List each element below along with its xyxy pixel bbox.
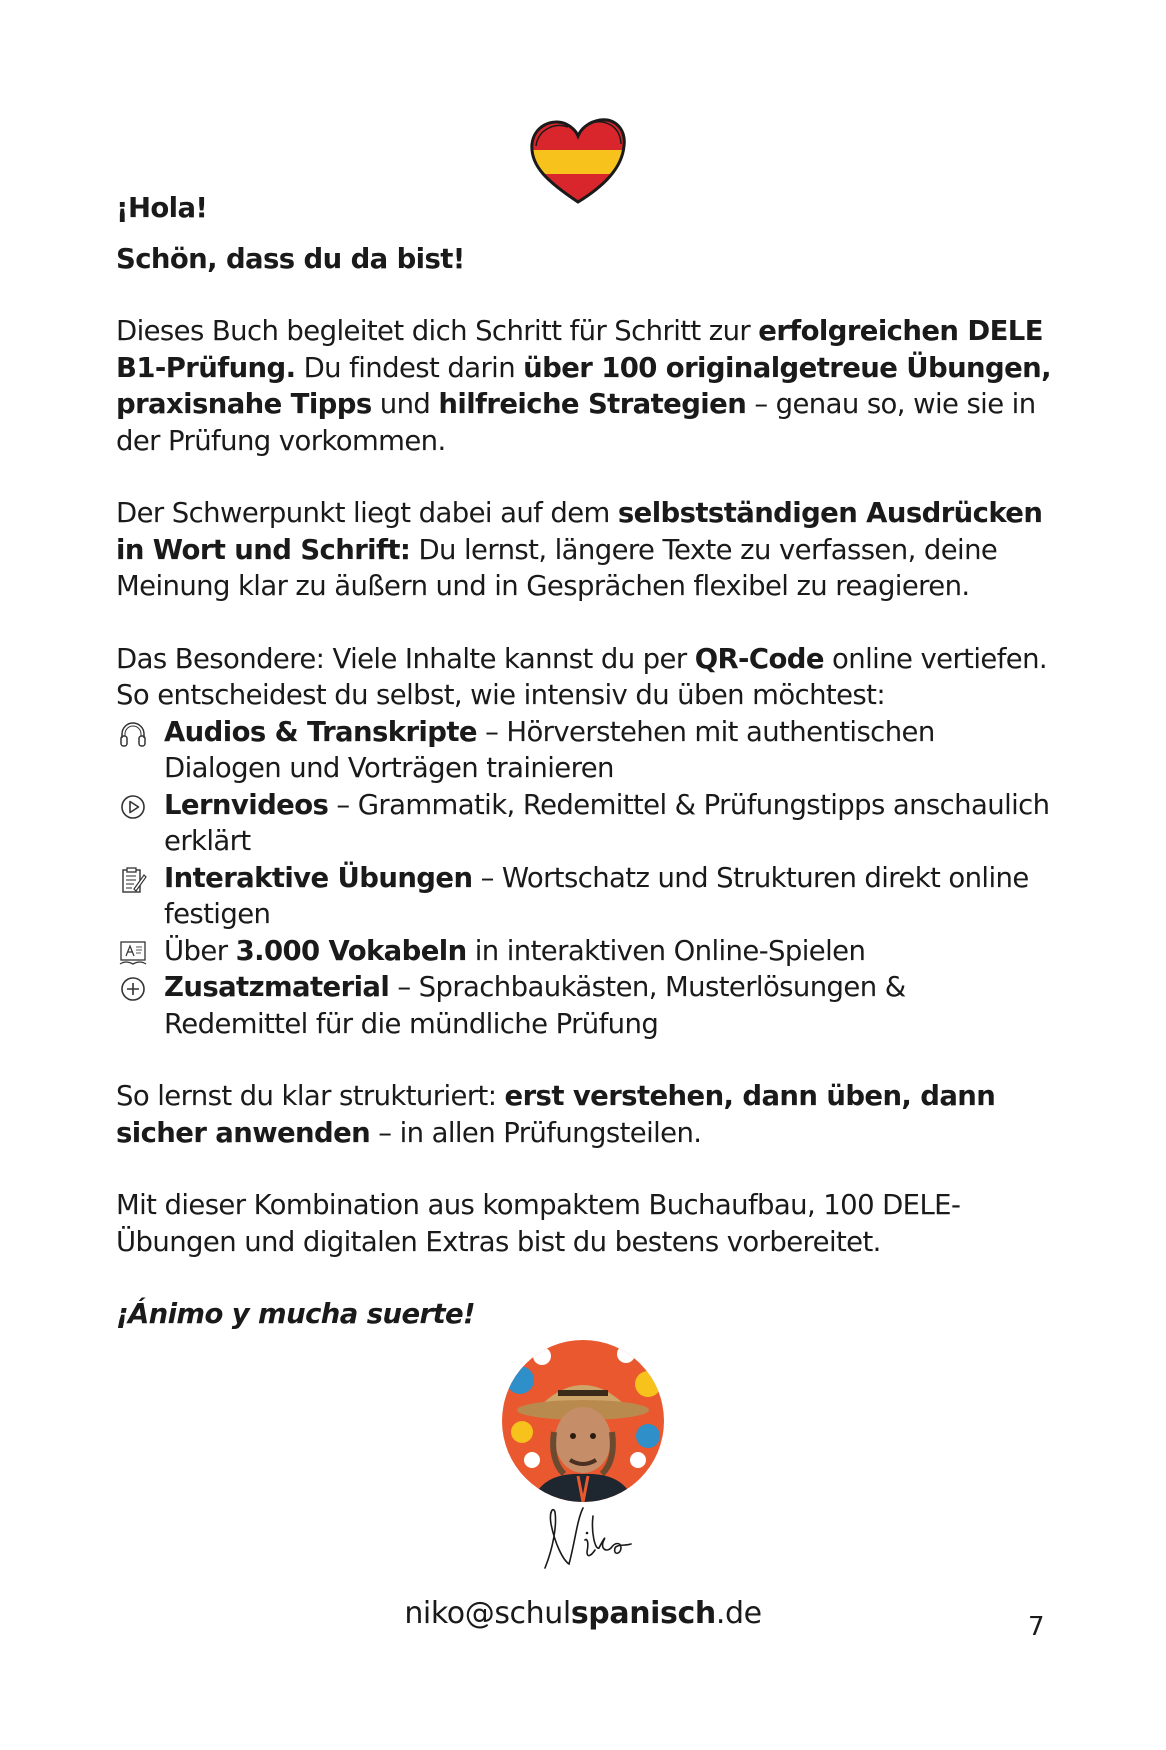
signature [535,1502,645,1574]
greeting: ¡Hola! [116,192,208,224]
headphones-icon [118,719,148,749]
feature-description: in interaktiven Online-Spielen [466,934,866,967]
closing-line: ¡Ánimo y mucha suerte! [116,1298,475,1330]
method-bold-1: erst verstehen, dann üben, dann sicher anwenden [116,1080,996,1149]
letter-content [116,190,1056,1333]
email-user: niko@schul [404,1596,571,1631]
intro-text-4: – genau so, wie sie in der Prüfung vorkommen. [116,388,1036,457]
page-number: 7 [1028,1612,1045,1642]
feature-description: – Sprachbaukästen, Musterlösungen & Redemittel für die mündliche Prüfung [164,971,906,1040]
vocabulary-icon [118,938,148,968]
intro-text-2: Du findest darin [295,351,524,384]
intro-text-1: Dieses Buch begleitet dich Schritt für Schritt zur [116,315,759,347]
feature-description: – Grammatik, Redemittel & Prüfungstipps anschaulich erklärt [164,788,1050,857]
method-paragraph [116,1078,1056,1151]
method-text-1: So lernst du klar strukturiert: [116,1080,505,1112]
intro-text-3: und [371,388,439,420]
special-text-1: Das Besondere: Viele Inhalte kannst du per [116,642,695,675]
feature-title: Audios & Transkripte [164,715,477,748]
welcome-heading: Schön, dass du da bist! [116,242,465,275]
feature-description: – Wortschatz und Strukturen direkt online festigen [164,861,1029,930]
feature-item [116,969,1056,1042]
feature-title: Zusatzmaterial [164,971,390,1003]
focus-paragraph [116,495,1056,605]
method-text-2: – in allen Prüfungsteilen. [370,1116,702,1149]
email-tld: .de [715,1596,762,1631]
focus-bold-1: selbstständigen Ausdrücken in Wort und Schrift: [116,497,1043,566]
feature-item [116,860,1056,933]
feature-title: Lernvideos [164,788,329,821]
intro-bold-2: über 100 originalgetreue Übungen, praxisnahe Tipps [116,351,1051,420]
focus-text-2: Du lernst, längere Texte zu verfassen, deine Meinung klar zu äußern und in Gesprächen flexibel zu reagieren. [116,533,998,602]
feature-title: 3.000 Vokabeln [235,934,467,967]
feature-prefix: Über [164,934,236,967]
author-email[interactable] [0,1596,1166,1631]
feature-item [116,933,1056,970]
feature-item [116,714,1056,787]
clipboard-icon [118,865,148,895]
special-paragraph [116,641,1056,714]
focus-text-1: Der Schwerpunkt liegt dabei auf dem [116,497,618,529]
author-avatar [502,1340,664,1502]
email-domain-bold: spanisch [570,1596,716,1631]
combo-paragraph: Mit dieser Kombination aus kompaktem Buchaufbau, 100 DELE-Übungen und digitalen Extras bist du bestens vorbereitet. [116,1189,961,1258]
special-text-2: online vertiefen. So entscheidest du selbst, wie intensiv du üben möchtest: [116,642,1048,711]
feature-item [116,787,1056,860]
intro-bold-1: erfolgreichen DELE B1-Prüfung. [116,315,1043,384]
intro-bold-3: hilfreiche Strategien [438,388,747,420]
feature-list [116,714,1056,1043]
feature-title: Interaktive Übungen [164,861,473,894]
special-bold-1: QR-Code [694,642,824,675]
plus-icon [118,974,148,1004]
author-photo [502,1340,664,1502]
play-icon [118,792,148,822]
intro-paragraph [116,313,1056,459]
feature-description: – Hörverstehen mit authentischen Dialogen und Vorträgen trainieren [164,715,935,784]
